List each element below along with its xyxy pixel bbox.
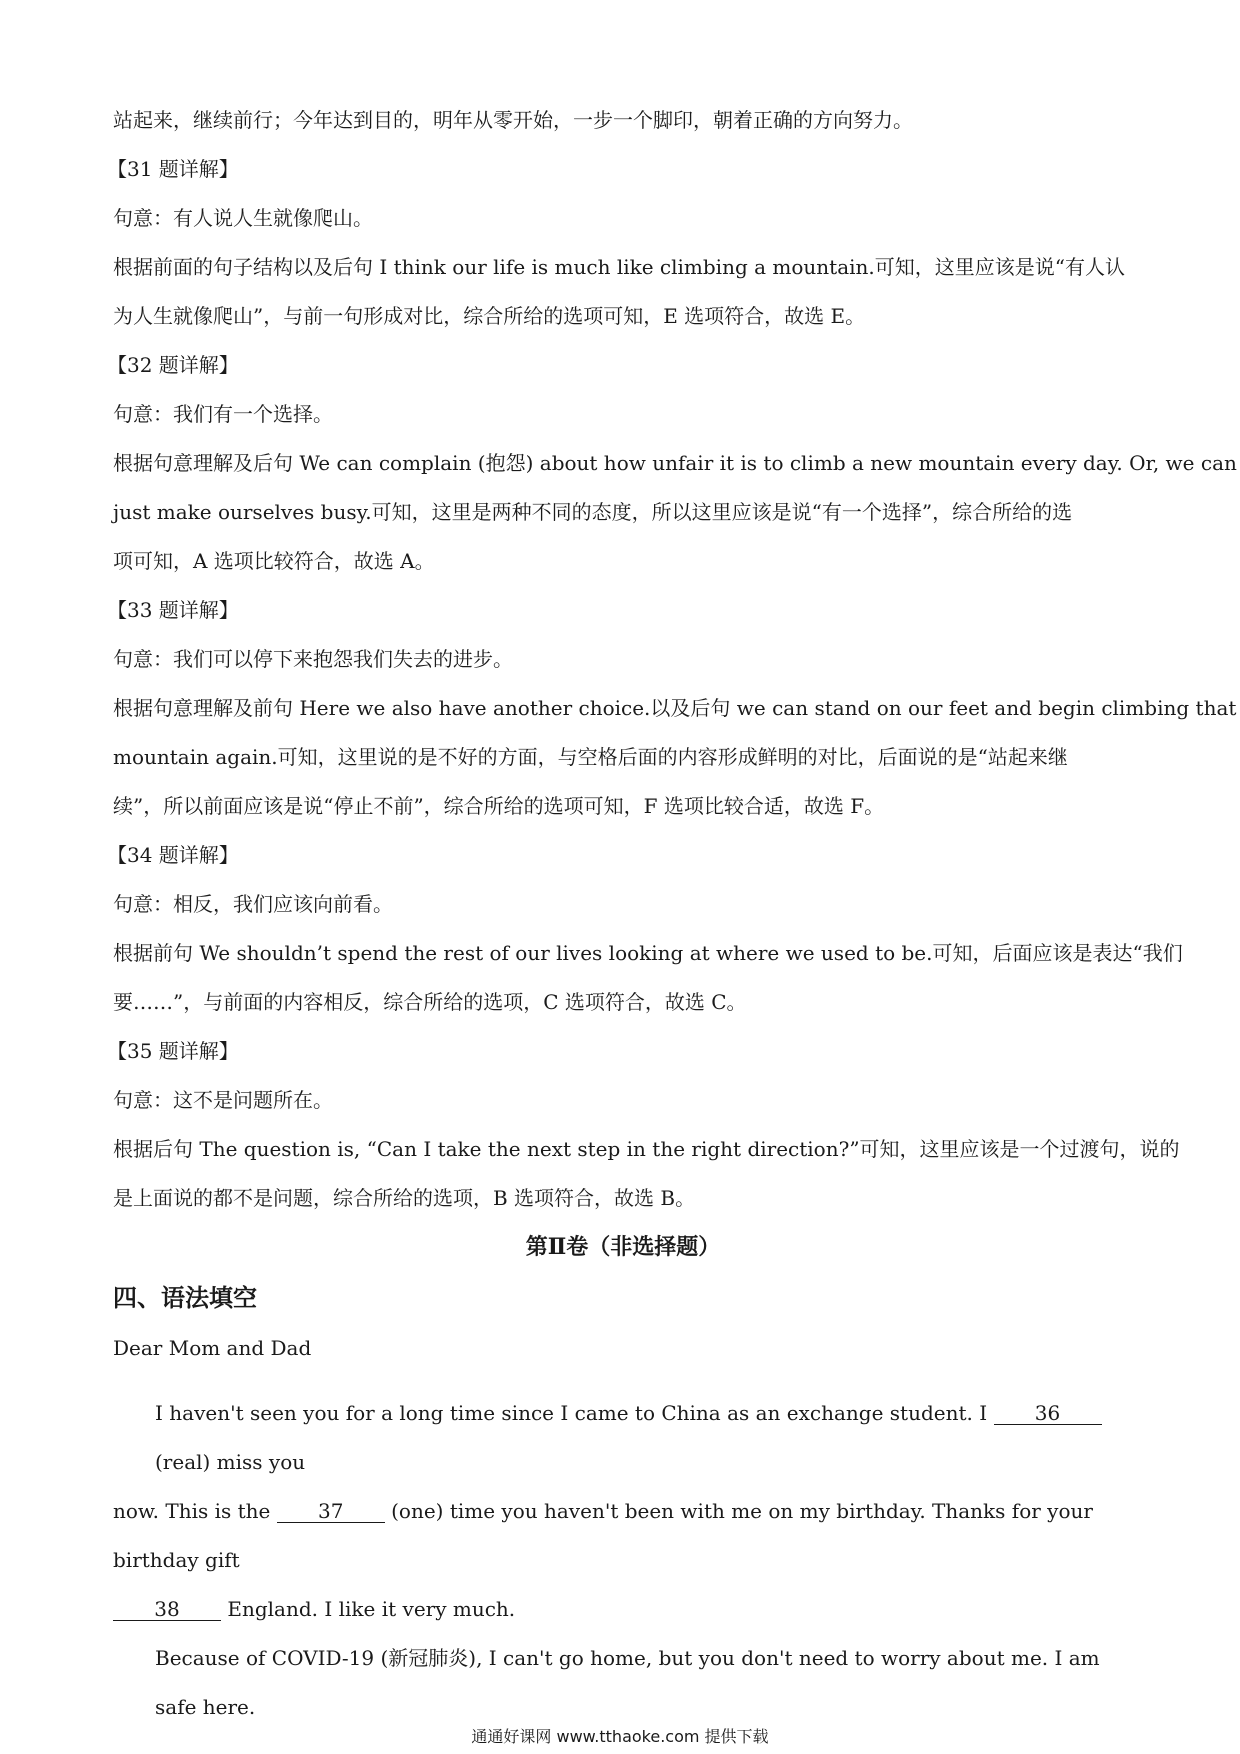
q31-analysis-line-1: 根据前面的句子结构以及后句 I think our life is much like climbing a mountain.可知，这里应该是说“有人认 (113, 255, 1125, 279)
q32-analysis-line-3: 项可知，A 选项比较符合，故选 A。 (113, 549, 435, 573)
q34-analysis-line-2: 要……”，与前面的内容相反，综合所给的选项，C 选项符合，故选 C。 (113, 990, 747, 1014)
letter-text: I haven't seen you for a long time since I came to China as an exchange student. I (155, 1401, 994, 1425)
q32-heading: 【32 题详解】 (107, 353, 239, 377)
q33-meaning: 句意：我们可以停下来抱怨我们失去的进步。 (113, 647, 513, 671)
q33-analysis-line-2: mountain again.可知，这里说的是不好的方面，与空格后面的内容形成鲜明的对比，后面说的是“站起来继 (113, 745, 1068, 769)
letter-paragraph-1-line-3 (113, 1585, 1133, 1634)
q33-heading: 【33 题详解】 (107, 598, 239, 622)
letter-salutation: Dear Mom and Dad (113, 1336, 312, 1360)
section-title: 第Ⅱ卷（非选择题） (525, 1234, 721, 1260)
blank-38: 38 (113, 1598, 221, 1621)
letter-text: (real) miss you (155, 1450, 306, 1474)
q35-analysis-line-2: 是上面说的都不是问题，综合所给的选项，B 选项符合，故选 B。 (113, 1186, 696, 1210)
letter-text: (one) time you haven't been with me on my birthday. Thanks for your birthday gift (113, 1499, 1093, 1572)
q31-analysis-line-2: 为人生就像爬山”，与前一句形成对比，综合所给的选项可知，E 选项符合，故选 E。 (113, 304, 866, 328)
q32-meaning: 句意：我们有一个选择。 (113, 402, 333, 426)
page-footer: 通通好课网 www.tthaoke.com 提供下载 (471, 1727, 769, 1746)
letter-paragraph-1-line-2 (113, 1487, 1133, 1585)
blank-37: 37 (277, 1500, 385, 1523)
q34-meaning: 句意：相反，我们应该向前看。 (113, 892, 393, 916)
intro-line: 站起来，继续前行；今年达到目的，明年从零开始，一步一个脚印，朝着正确的方向努力。 (113, 108, 913, 132)
q34-analysis-line-1: 根据前句 We shouldn’t spend the rest of our lives looking at where we used to be.可知，后面应该是表达“我们 (113, 941, 1183, 965)
letter-paragraph-1-line-1 (113, 1389, 1133, 1487)
letter-text: now. This is the (113, 1499, 277, 1523)
blank-36: 36 (994, 1402, 1102, 1425)
q34-heading: 【34 题详解】 (107, 843, 239, 867)
q33-analysis-line-1: 根据句意理解及前句 Here we also have another choice.以及后句 we can stand on our feet and begin climbing that (113, 696, 1237, 720)
paragraph-gap (113, 1373, 1133, 1389)
letter-text: England. I like it very much. (221, 1597, 516, 1621)
q31-heading: 【31 题详解】 (107, 157, 239, 181)
q35-heading: 【35 题详解】 (107, 1039, 239, 1063)
letter-paragraph-2: Because of COVID-19 (新冠肺炎), I can't go home, but you don't need to worry about me. I am safe here. (155, 1646, 1100, 1719)
q35-analysis-line-1: 根据后句 The question is, “Can I take the next step in the right direction?”可知，这里应该是一个过渡句，说的 (113, 1137, 1180, 1161)
q35-meaning: 句意：这不是问题所在。 (113, 1088, 333, 1112)
q32-analysis-line-2: just make ourselves busy.可知，这里是两种不同的态度，所以这里应该是说“有一个选择”，综合所给的选 (113, 500, 1073, 524)
page-content (107, 96, 1237, 1732)
q32-analysis-line-1: 根据句意理解及后句 We can complain (抱怨) about how unfair it is to climb a new mountain every day. Or, we can (113, 451, 1237, 475)
part-title: 四、语法填空 (113, 1284, 257, 1312)
q33-analysis-line-3: 续”，所以前面应该是说“停止不前”，综合所给的选项可知，F 选项比较合适，故选 F。 (113, 794, 885, 818)
q31-meaning: 句意：有人说人生就像爬山。 (113, 206, 373, 230)
